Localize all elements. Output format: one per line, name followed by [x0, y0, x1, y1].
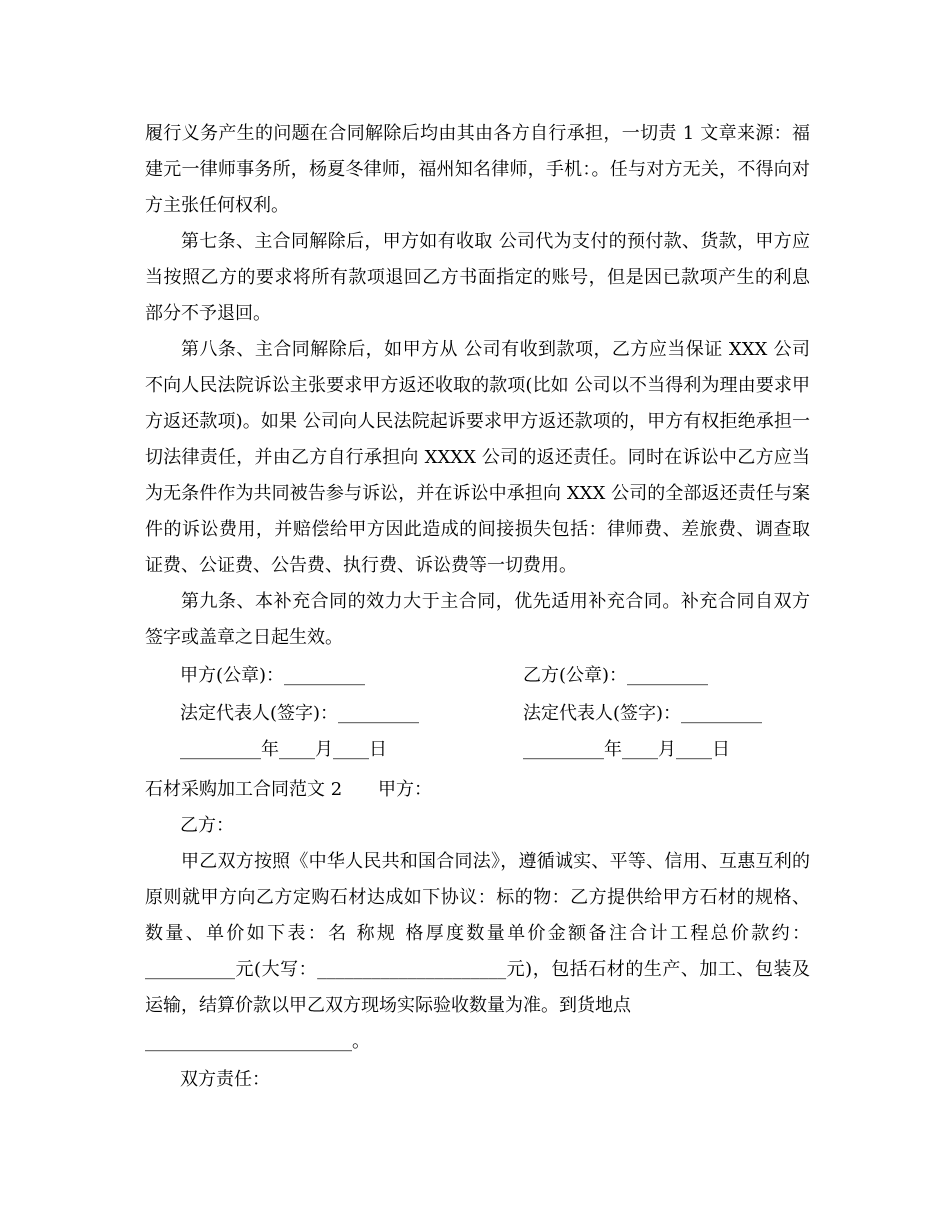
second-contract-party-a: 甲方： [378, 779, 432, 800]
party-b-representative-field: 法定代表人(签字)：_________ [523, 703, 763, 724]
paragraph-article-7: 第七条、主合同解除后，甲方如有收取 公司代为支付的预付款、货款，甲方应当按照乙方的要求将所有款项退回乙方书面指定的账号，但是因已款项产生的利息部分不予退回。 [145, 231, 810, 324]
signature-row-seal [0, 658, 950, 694]
party-a-seal-field: 甲方(公章)：_________ [180, 665, 366, 686]
signature-row-representative [0, 696, 950, 732]
paragraph-obligation-liability: 履行义务产生的问题在合同解除后均由其由各方自行承担，一切责 1 文章来源：福建元一律师事务所，杨夏冬律师，福州知名律师，手机：。任与对方无关，不得向对方主张任何权利。 [145, 123, 810, 216]
party-a-representative-field: 法定代表人(签字)：_________ [180, 703, 420, 724]
signature-row-date [0, 732, 950, 768]
second-contract-party-b: 乙方： [180, 815, 234, 836]
paragraph-article-9: 第九条、本补充合同的效力大于主合同，优先适用补充合同。补充合同自双方签字或盖章之日起生效。 [145, 591, 810, 648]
paragraph-article-8: 第八条、主合同解除后，如甲方从 公司有收到款项，乙方应当保证 XXX 公司不向人民法院诉讼主张要求甲方返还收取的款项(比如 公司以不当得利为理由要求甲方返还款项)。如果 公司向人民法院起诉要求甲方返还款项的，甲方有权拒绝承担一切法律责任，并由乙方自行承担向 XXXX 公司的返还责任。同时在诉讼中乙方应当为无条件作为共同被告参与诉讼，并在诉讼中承担向 XXX 公司的全部返还责任与案件的诉讼费用，并赔偿给甲方因此造成的间接损失包括：律师费、差旅费、调查取证费、公证费、公告费、执行费、诉讼费等一切费用。 [145, 339, 810, 576]
party-b-date-field: _________年____月____日 [523, 739, 730, 760]
party-b-seal-field: 乙方(公章)：_________ [523, 665, 709, 686]
paragraph-second-contract-intro: 甲乙双方按照《中华人民共和国合同法》，遵循诚实、平等、信用、互惠互利的原则就甲方向乙方定购石材达成如下协议：标的物：乙方提供给甲方石材的规格、数量、单价如下表：名 称规 格厚度数量单价金额备注合计工程总价款约：__________元(大写：_____________________元)，包括石材的生产、加工、包装及运输，结算价款以甲乙双方现场实际验收数量为准。到货地点 [145, 851, 810, 1016]
delivery-location-blank: _______________________。 [145, 1031, 370, 1052]
second-contract-title: 石材采购加工合同范文 2 [145, 779, 343, 800]
party-a-date-field: _________年____月____日 [180, 739, 387, 760]
section-heading-duties: 双方责任： [180, 1069, 270, 1090]
